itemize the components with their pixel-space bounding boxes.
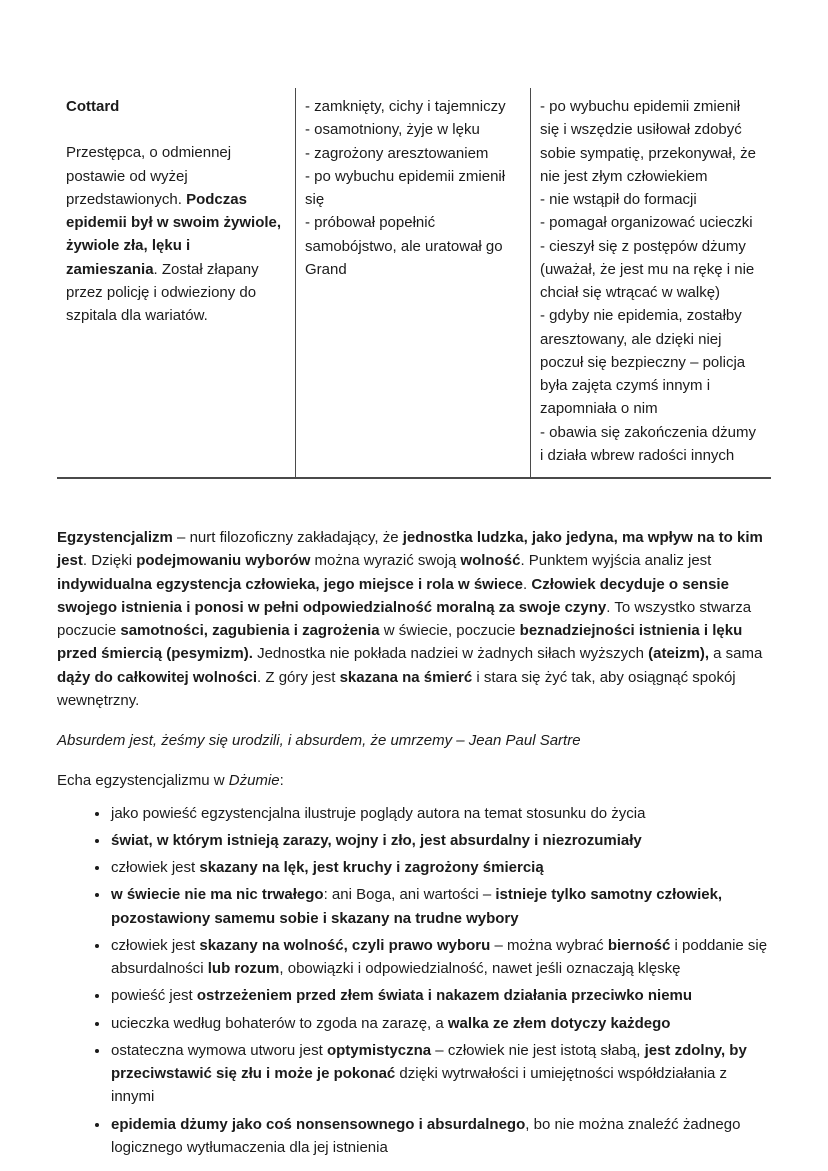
list-item: - nie wstąpił do formacji <box>540 191 697 208</box>
cottard-traits-cell <box>296 88 531 477</box>
list-item: • powieść jest ostrzeżeniem przed złem świata i nakazem działania przeciwko niemu <box>110 984 771 1007</box>
list-item: • w świecie nie ma nic trwałego: ani Boga, ani wartości – istnieje tylko samotny człowiek, pozostawiony samemu sobie i skazany na trudne wybory <box>110 883 771 930</box>
list-item: - obawia się zakończenia dżumy i działa wbrew radości innych <box>540 423 756 464</box>
cottard-description-cell <box>57 88 296 477</box>
list-item: • ostateczna wymowa utworu jest optymistyczna – człowiek nie jest istotą słabą, jest zdolny, by przeciwstawić się złu i może je pokonać dzięki wytrwałości i umiejętności współdziałania z innymi <box>110 1039 771 1109</box>
list-item: - zamknięty, cichy i tajemniczy <box>305 98 506 115</box>
list-item: - zagrożony aresztowaniem <box>305 144 489 162</box>
existentialism-paragraph: Egzystencjalizm – nurt filozoficzny zakładający, że jednostka ludzka, jako jedyna, ma wpływ na to kim jest. Dzięki podejmowaniu wyborów można wyrazić swoją wolność. Punktem wyjścia analiz jest indywidualna egzystencja człowieka, jego miejsce i rola w świece. Człowiek decyduje o sensie swojego istnienia i ponosi w pełni odpowiedzialność moralną za swoje czyny. To wszystko stwarza poczucie samotności, zagubienia i zagrożenia w świecie, poczucie beznadziejności istnienia i lęku przed śmiercią (pesymizm). Jednostka nie pokłada nadziei w żadnych siłach wyższych (ateizm), a sama dąży do całkowitej wolności. Z góry jest skazana na śmierć i stara się żyć tak, aby osiągnąć spokój wewnętrzny. <box>57 529 763 709</box>
epidemic-behavior-list <box>540 95 761 467</box>
sartre-quote: Absurdem jest, żeśmy się urodzili, i absurdem, że umrzemy – Jean Paul Sartre <box>57 732 581 749</box>
list-item: - osamotniony, żyje w lęku <box>305 121 480 139</box>
list-item: - pomagał organizować ucieczki <box>540 214 753 232</box>
list-item: - próbował popełnić samobójstwo, ale uratował go Grand <box>305 214 503 278</box>
list-item: - cieszył się z postępów dżumy (uważał, że jest mu na rękę i nie chciał się wtrącać w walkę) <box>540 237 755 301</box>
traits-list <box>305 95 520 281</box>
list-item: - po wybuchu epidemii zmienił się <box>305 167 506 208</box>
character-name: Cottard <box>66 98 120 115</box>
cottard-epidemic-behavior-cell <box>531 88 771 477</box>
list-item: - po wybuchu epidemii zmienił się i wszędzie usiłował zdobyć sobie sympatię, przekonywał, że nie jest złym człowiekiem <box>540 98 756 185</box>
list-item: • ucieczka według bohaterów to zgoda na zarazę, a walka ze złem dotyczy każdego <box>110 1012 771 1035</box>
list-item: • człowiek jest skazany na lęk, jest kruchy i zagrożony śmiercią <box>110 856 771 879</box>
list-item: • świat, w którym istnieją zarazy, wojny i zło, jest absurdalny i niezrozumiały <box>110 829 771 852</box>
document-content <box>57 88 771 1163</box>
echa-bullet-list <box>57 802 771 1160</box>
list-item: • jako powieść egzystencjalna ilustruje poglądy autora na temat stosunku do życia <box>110 802 771 825</box>
character-description: Przestępca, o odmiennej postawie od wyżej przedstawionych. Podczas epidemii był w swoim żywiole, żywiole zła, lęku i zamieszania. Został złapany przez policję i odwieziony do szpitala dla wariatów. <box>66 144 282 324</box>
list-item: • człowiek jest skazany na wolność, czyli prawo wyboru – można wybrać bierność i poddanie się absurdalności lub rozum, obowiązki i odpowiedzialność, nawet jeśli oznaczają klęskę <box>110 934 771 981</box>
echa-heading: Echa egzystencjalizmu w Dżumie: <box>57 772 284 790</box>
list-item: - gdyby nie epidemia, zostałby aresztowany, ale dzięki niej poczuł się bezpieczny – policja była zajęta czymś innym i zapomniała o nim <box>540 307 746 418</box>
list-item: • epidemia dżumy jako coś nonsensownego i absurdalnego, bo nie można znaleźć żadnego logicznego wytłumaczenia dla jej istnienia <box>110 1113 771 1160</box>
character-table <box>57 88 771 479</box>
